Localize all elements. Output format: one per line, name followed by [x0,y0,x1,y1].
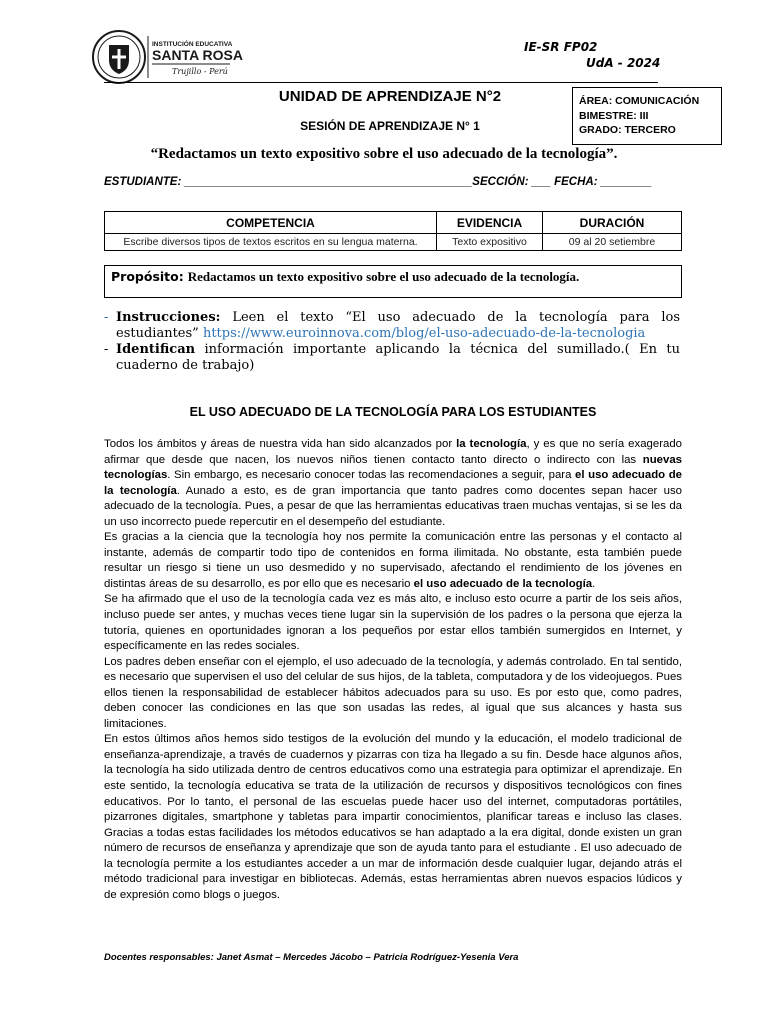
session-main-title: “Redactamos un texto expositivo sobre el uso adecuado de la tecnología”. [150,146,618,162]
cell-competencia: Escribe diversos tipos de textos escritos en su lengua materna. [105,234,437,251]
bullet-dash-icon: - [104,342,109,357]
instructions-list [104,310,680,374]
header-duracion: DURACIÓN [543,212,682,234]
purpose-text: Redactamos un texto expositivo sobre el uso adecuado de la tecnología. [187,269,580,284]
school-logo [90,28,280,86]
instructions-text: Leen el texto “El uso adecuado de la tecnología para los estudiantes” [116,310,681,341]
logo-text-line1: INSTITUCIÓN EDUCATIVA [152,41,233,48]
header-competencia: COMPETENCIA [105,212,437,234]
article-paragraph: En estos últimos años hemos sido testigos de la evolución del mundo y la educación, el modelo tradicional de enseñanza-aprendizaje, a través de cuadernos y pizarras con tiza ha llegado a su fin. Desde hace algunos años, la tecnología ha sido utilizada dentro de centros educativos como una estrategia para optimizar el aprendizaje. En este sentido, la tecnología educativa se trata de la utilización de recursos y dispositivos tecnológicos con fines educativos. Por lo tanto, el personal de las escuelas puede hacer uso del internet, computadoras portátiles, pizarrones digitales, smartphone y tabletas para impartir conocimientos, planificar tareas e incluso las clases. Gracias a todas estas facilidades los métodos educativos se han adaptado a la era digital, donde existen un gran número de recursos de enseñanza y aprendizaje que son de ayuda tanto para el estudiante . El uso adecuado de la tecnología permite a los estudiantes acceder a un mar de información desde cualquier lugar, dejando atrás el método tradicional para investigar en bibliotecas. Además, estas herramientas abren nuevos espacios lúdicos y de expresión como blogs o juegos. [104,733,682,901]
header-evidencia: EVIDENCIA [437,212,543,234]
area-label: ÁREA: COMUNICACIÓN [579,95,700,107]
header-divider [104,82,658,83]
table-header-row [105,212,682,234]
article-link[interactable]: https://www.euroinnova.com/blog/el-uso-adecuado-de-la-tecnologia [202,326,646,341]
bullet-dash-icon: - [104,310,109,325]
document-code: IE-SR FP02 [524,40,598,54]
identify-label: Identifican [116,342,196,357]
student-info-line: ESTUDIANTE: _____________________________________________SECCIÓN: ___ FECHA: ________ [104,176,652,188]
responsible-teachers: Docentes responsables: Janet Asmat – Mercedes Jácobo – Patricia Rodríguez-Yesenia Vera [104,952,519,963]
instructions-label: Instrucciones: [116,310,221,325]
purpose-label: Propósito: [111,269,184,284]
list-item [104,310,680,342]
bimestre-label: BIMESTRE: III [579,109,649,122]
grado-label: GRADO: TERCERO [579,124,676,136]
document-unit-year: UdA - 2024 [586,56,661,70]
article-body [104,437,682,903]
cell-duracion: 09 al 20 setiembre [543,234,682,251]
article-paragraph: Es gracias a la ciencia que la tecnología hoy nos permite la comunicación entre las personas y el contacto al instante, además de compartir todo tipo de contenidos en forma ilimitada. No obstante, esta también puede resultar un riesgo si tiene un uso desmedido y no supervisado, afectando el rendimiento de los jóvenes en distintas áreas de su desarrollo, es por ello que es necesario el uso adecuado de la tecnología. [104,531,682,590]
purpose-box [104,265,682,298]
logo-text-line3: Trujillo - Perú [172,67,228,76]
identify-text: información importante aplicando la técnica del sumillado.( En tu cuaderno de trabajo) [116,342,680,373]
session-title: SESIÓN DE APRENDIZAJE N° 1 [300,119,480,133]
course-info-box [572,87,722,145]
cell-evidencia: Texto expositivo [437,234,543,251]
list-item [104,342,680,374]
logo-text-line2: SANTA ROSA [152,47,243,63]
article-title: EL USO ADECUADO DE LA TECNOLOGÍA PARA LOS ESTUDIANTES [189,405,597,419]
article-paragraph: Todos los ámbitos y áreas de nuestra vida han sido alcanzados por la tecnología, y es que no sería exagerado afirmar que desde que nacen, los nuevos niños tienen contacto tanto directo o indirecto con las nuevas tecnologías. Sin embargo, es necesario conocer todas las recomendaciones a seguir, para el uso adecuado de la tecnología. Aunado a esto, es de gran importancia que tanto padres como docentes sepan hacer uso adecuado de la tecnología. Pues, a pesar de que las herramientas educativas traen muchas ventajas, si se les da un uso incorrecto puede repercutir en el desempeño del estudiante. [104,438,683,528]
table-row [105,234,682,251]
page-header [90,28,670,88]
article-paragraph: Los padres deben enseñar con el ejemplo, el uso adecuado de la tecnología, y además controlado. En tal sentido, es necesario que supervisen el uso del celular de sus hijos, de la tableta, computadora y de los videojuegos. Pues ellos tienen la responsabilidad de establecer hábitos adecuados para su uso. Es por esto que, como padres, deben conocer las condiciones en las que son usadas las redes, al igual que sus alcances y hasta sus limitaciones. [104,655,682,730]
unit-title: UNIDAD DE APRENDIZAJE N°2 [278,88,502,105]
competency-table [104,211,682,251]
article-paragraph: Se ha afirmado que el uso de la tecnología cada vez es más alto, e incluso esto ocurre a partir de los seis años, incluso puede ser antes, y muchas veces tiene lugar sin la supervisión de los padres o la persona que ejerza la tutoría, quienes en oportunidades ignoran a los pequeños por estar ellos también sumergidos en Internet, y específicamente en las redes sociales. [104,593,682,653]
